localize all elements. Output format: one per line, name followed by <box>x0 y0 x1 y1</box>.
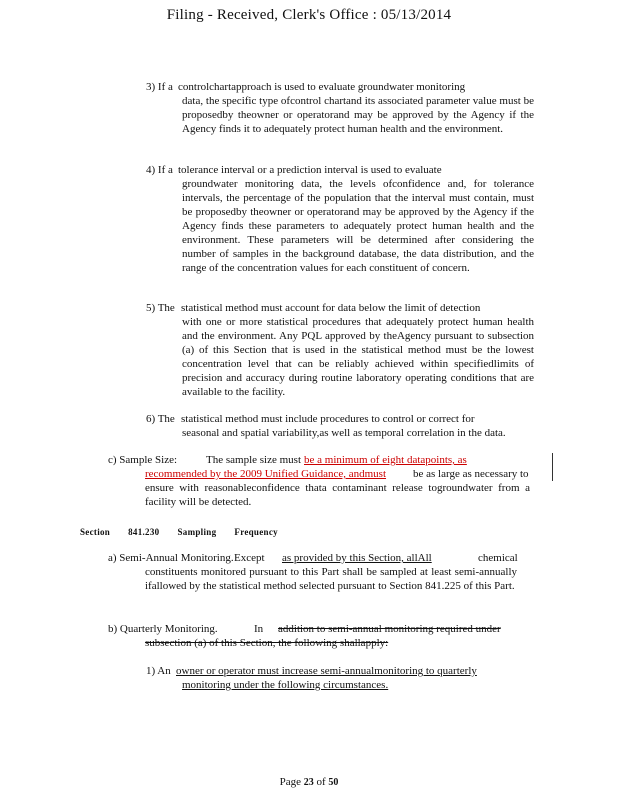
quarterly-deleted-2: subsection (a) of this Section, the following shallapply: <box>145 637 389 649</box>
semi-annual-chemical: chemical <box>478 552 518 564</box>
section-title-word-2: Frequency <box>234 527 278 537</box>
item-5-body: with one or more statistical procedures that adequately protect human health and the environment. Any PQL approved by theAgency pursuant to subsection (a) of this Section that is used in the statistical method must be the lowest concentration level that can be reliably achieved within specifiedlimits of precision and accuracy during routine laboratory operating conditions that are available to the facility. <box>182 316 534 398</box>
sample-size-amendment-1: be a minimum of eight datapoints, as <box>304 454 467 466</box>
item-6-number: 6) The <box>146 413 175 425</box>
item-4-number: 4) If a <box>146 164 173 176</box>
page-number <box>0 775 618 790</box>
item-b1-number: 1) An <box>146 665 171 677</box>
sample-size-label: c) Sample Size: <box>108 454 178 466</box>
section-label: Section <box>80 527 111 537</box>
item-5-number: 5) The <box>146 302 175 314</box>
item-6-lead: statistical method must include procedures to control or correct for <box>181 413 475 425</box>
item-b1-body: monitoring under the following circumstances. <box>182 679 389 691</box>
page-prefix: Page <box>279 776 301 788</box>
revision-bar <box>552 453 553 481</box>
item-3-number: 3) If a <box>146 81 173 93</box>
section-number: 841.230 <box>128 527 160 537</box>
semi-annual-body: constituents monitored pursuant to this Part shall be sampled at least semi-annually ifallowed by the statistical method selected pursuant to Section 841.225 of this Part. <box>145 566 517 592</box>
sample-size-amendment-2: recommended by the 2009 Unified Guidance, andmust <box>145 468 387 480</box>
section-title-word-1: Sampling <box>177 527 217 537</box>
semi-annual-label: a) Semi-Annual Monitoring. <box>108 552 234 564</box>
page-current: 23 <box>303 777 314 788</box>
quarterly-in: In <box>254 623 264 635</box>
item-4-body: groundwater monitoring data, the levels ofconfidence and, for tolerance intervals, the percentage of the population that the interval must contain, must be proposedby theowner or operatorand may be approved by the Agency if the Agency finds these parameters to adequately protect human health and the environment. These parameters will be determined after considering the number of samples in the background database, the data distribution, and the range of the concentration values for each constituent of concern. <box>182 178 534 274</box>
semi-annual-except: Except <box>234 552 265 564</box>
item-5-lead: statistical method must account for data below the limit of detection <box>181 302 481 314</box>
quarterly-deleted-1: addition to semi-annual monitoring required under <box>278 623 501 635</box>
filing-header: Filing - Received, Clerk's Office : 05/13/2014 <box>166 7 452 23</box>
item-4-lead: tolerance interval or a prediction interval is used to evaluate <box>178 164 442 176</box>
quarterly-label: b) Quarterly Monitoring. <box>108 623 218 635</box>
page-total: 50 <box>328 777 339 788</box>
item-b1-lead: owner or operator must increase semi-annualmonitoring to quarterly <box>176 665 477 677</box>
page-of: of <box>316 776 326 788</box>
item-3-lead: controlchartapproach is used to evaluate groundwater monitoring <box>178 81 466 93</box>
semi-annual-amendment: as provided by this Section, allAll <box>282 552 432 564</box>
item-3-body: data, the specific type ofcontrol chartand its associated parameter value must be proposedby theowner or operatorand may be approved by the Agency if the Agency finds it to adequately protect human health and the environment. <box>182 95 534 135</box>
item-6-body: seasonal and spatial variability,as well as temporal correlation in the data. <box>182 427 506 439</box>
section-heading <box>80 525 340 539</box>
sample-size-body: ensure with reasonableconfidence thata contaminant release togroundwater from a facility will be detected. <box>145 482 530 508</box>
sample-size-continuation: be as large as necessary to <box>413 468 529 480</box>
sample-size-text: The sample size must <box>206 454 302 466</box>
